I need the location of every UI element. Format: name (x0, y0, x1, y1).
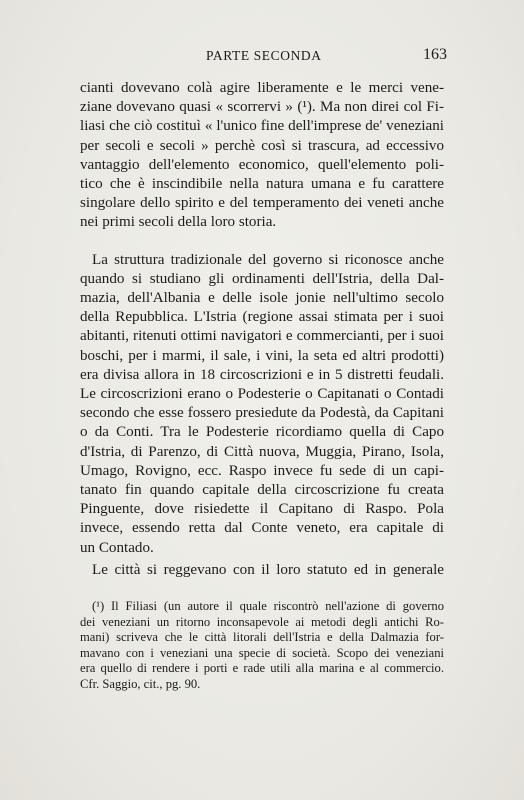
paragraph-3 (80, 561, 444, 580)
page-header (0, 48, 524, 68)
text-line: Umago, Rovigno, ecc. Raspo invece fu sede di un capi- (80, 462, 444, 479)
text-line: d'Istria, di Parenzo, di Città nuova, Muggia, Pirano, Isola, (80, 443, 444, 460)
footnote-line: mavano con i veneziani una specie di società. Scopo dei veneziani (80, 645, 444, 660)
text-line: era divisa allora in 18 circoscrizioni e in 5 distretti feudali. (80, 366, 444, 383)
text-line: Pinguente, dove risiedette il Capitano di Raspo. Pola (80, 501, 444, 518)
text-line: Le circoscrizioni erano o Podesterie o Capitanati o Contadi (80, 386, 444, 403)
text-line: singolare dello spirito e del temperamento dei veneti anche (80, 195, 444, 212)
text-line: quando si studiano gli ordinamenti dell'Istria, della Dal- (80, 270, 444, 287)
text-line: boschi, per i marmi, il sale, i vini, la seta ed altri prodotti) (80, 347, 444, 364)
footnote-line: dei veneziani un ritorno inconsapevole ai metodi degli antichi Ro- (80, 614, 444, 629)
text-line: tanato fin quando capitale della circoscrizione fu creata (80, 482, 444, 499)
footnote-line: (¹) Il Filiasi (un autore il quale riscontrò nell'azione di governo (92, 599, 444, 613)
text-line: abitanti, ritenuti ottimi navigatori e commercianti, per i suoi (80, 328, 444, 345)
footnote-line: mani) scriveva che le città litorali dell'Istria e della Dalmazia for- (80, 630, 444, 645)
paragraph-2 (80, 251, 444, 558)
text-line: Le città si reggevano con il loro statuto ed in generale (92, 561, 444, 578)
text-line: tico che è inscindibile nella natura umana e fu carattere (80, 176, 444, 193)
main-text (80, 79, 444, 580)
text-line: ziane dovevano quasi « scorrervi » (¹). Ma non direi col Fi- (80, 99, 444, 116)
footnote-line: Cfr. Saggio, cit., pg. 90. (80, 676, 201, 691)
footnote-line: era quello di rendere i porti e rade utili alla marina e al commercio. (80, 661, 444, 676)
text-line: o da Conti. Tra le Podesterie ricordiamo quella di Capo (80, 424, 444, 441)
text-line: La struttura tradizionale del governo si riconosce anche (92, 251, 444, 268)
text-line: vantaggio dell'elemento economico, quell'elemento poli- (80, 156, 444, 173)
page-number: 163 (423, 46, 447, 63)
text-line: liasi che ciò costituì « l'unico fine dell'imprese de' veneziani (80, 118, 444, 135)
text-line: un Contado. (80, 539, 154, 556)
text-line: per secoli e secoli » perchè così si trascura, ad eccessivo (80, 137, 444, 154)
text-line: invece, essendo retta dal Conte veneto, era capitale di (80, 520, 444, 537)
footnote (80, 599, 444, 693)
text-line: mazia, dell'Albania e delle isole jonie nell'ultimo secolo (80, 290, 444, 307)
running-title: PARTE SECONDA (206, 48, 322, 63)
paragraph-1 (80, 79, 444, 233)
text-line: della Repubblica. L'Istria (regione assai stimata per i suoi (80, 309, 444, 326)
text-line: cianti dovevano colà agire liberamente e le merci vene- (80, 80, 444, 96)
text-line: nei primi secoli della loro storia. (80, 214, 277, 231)
paragraph-spacer (80, 233, 444, 251)
text-line: secondo che esse fossero presiedute da Podestà, da Capitani (80, 405, 444, 422)
